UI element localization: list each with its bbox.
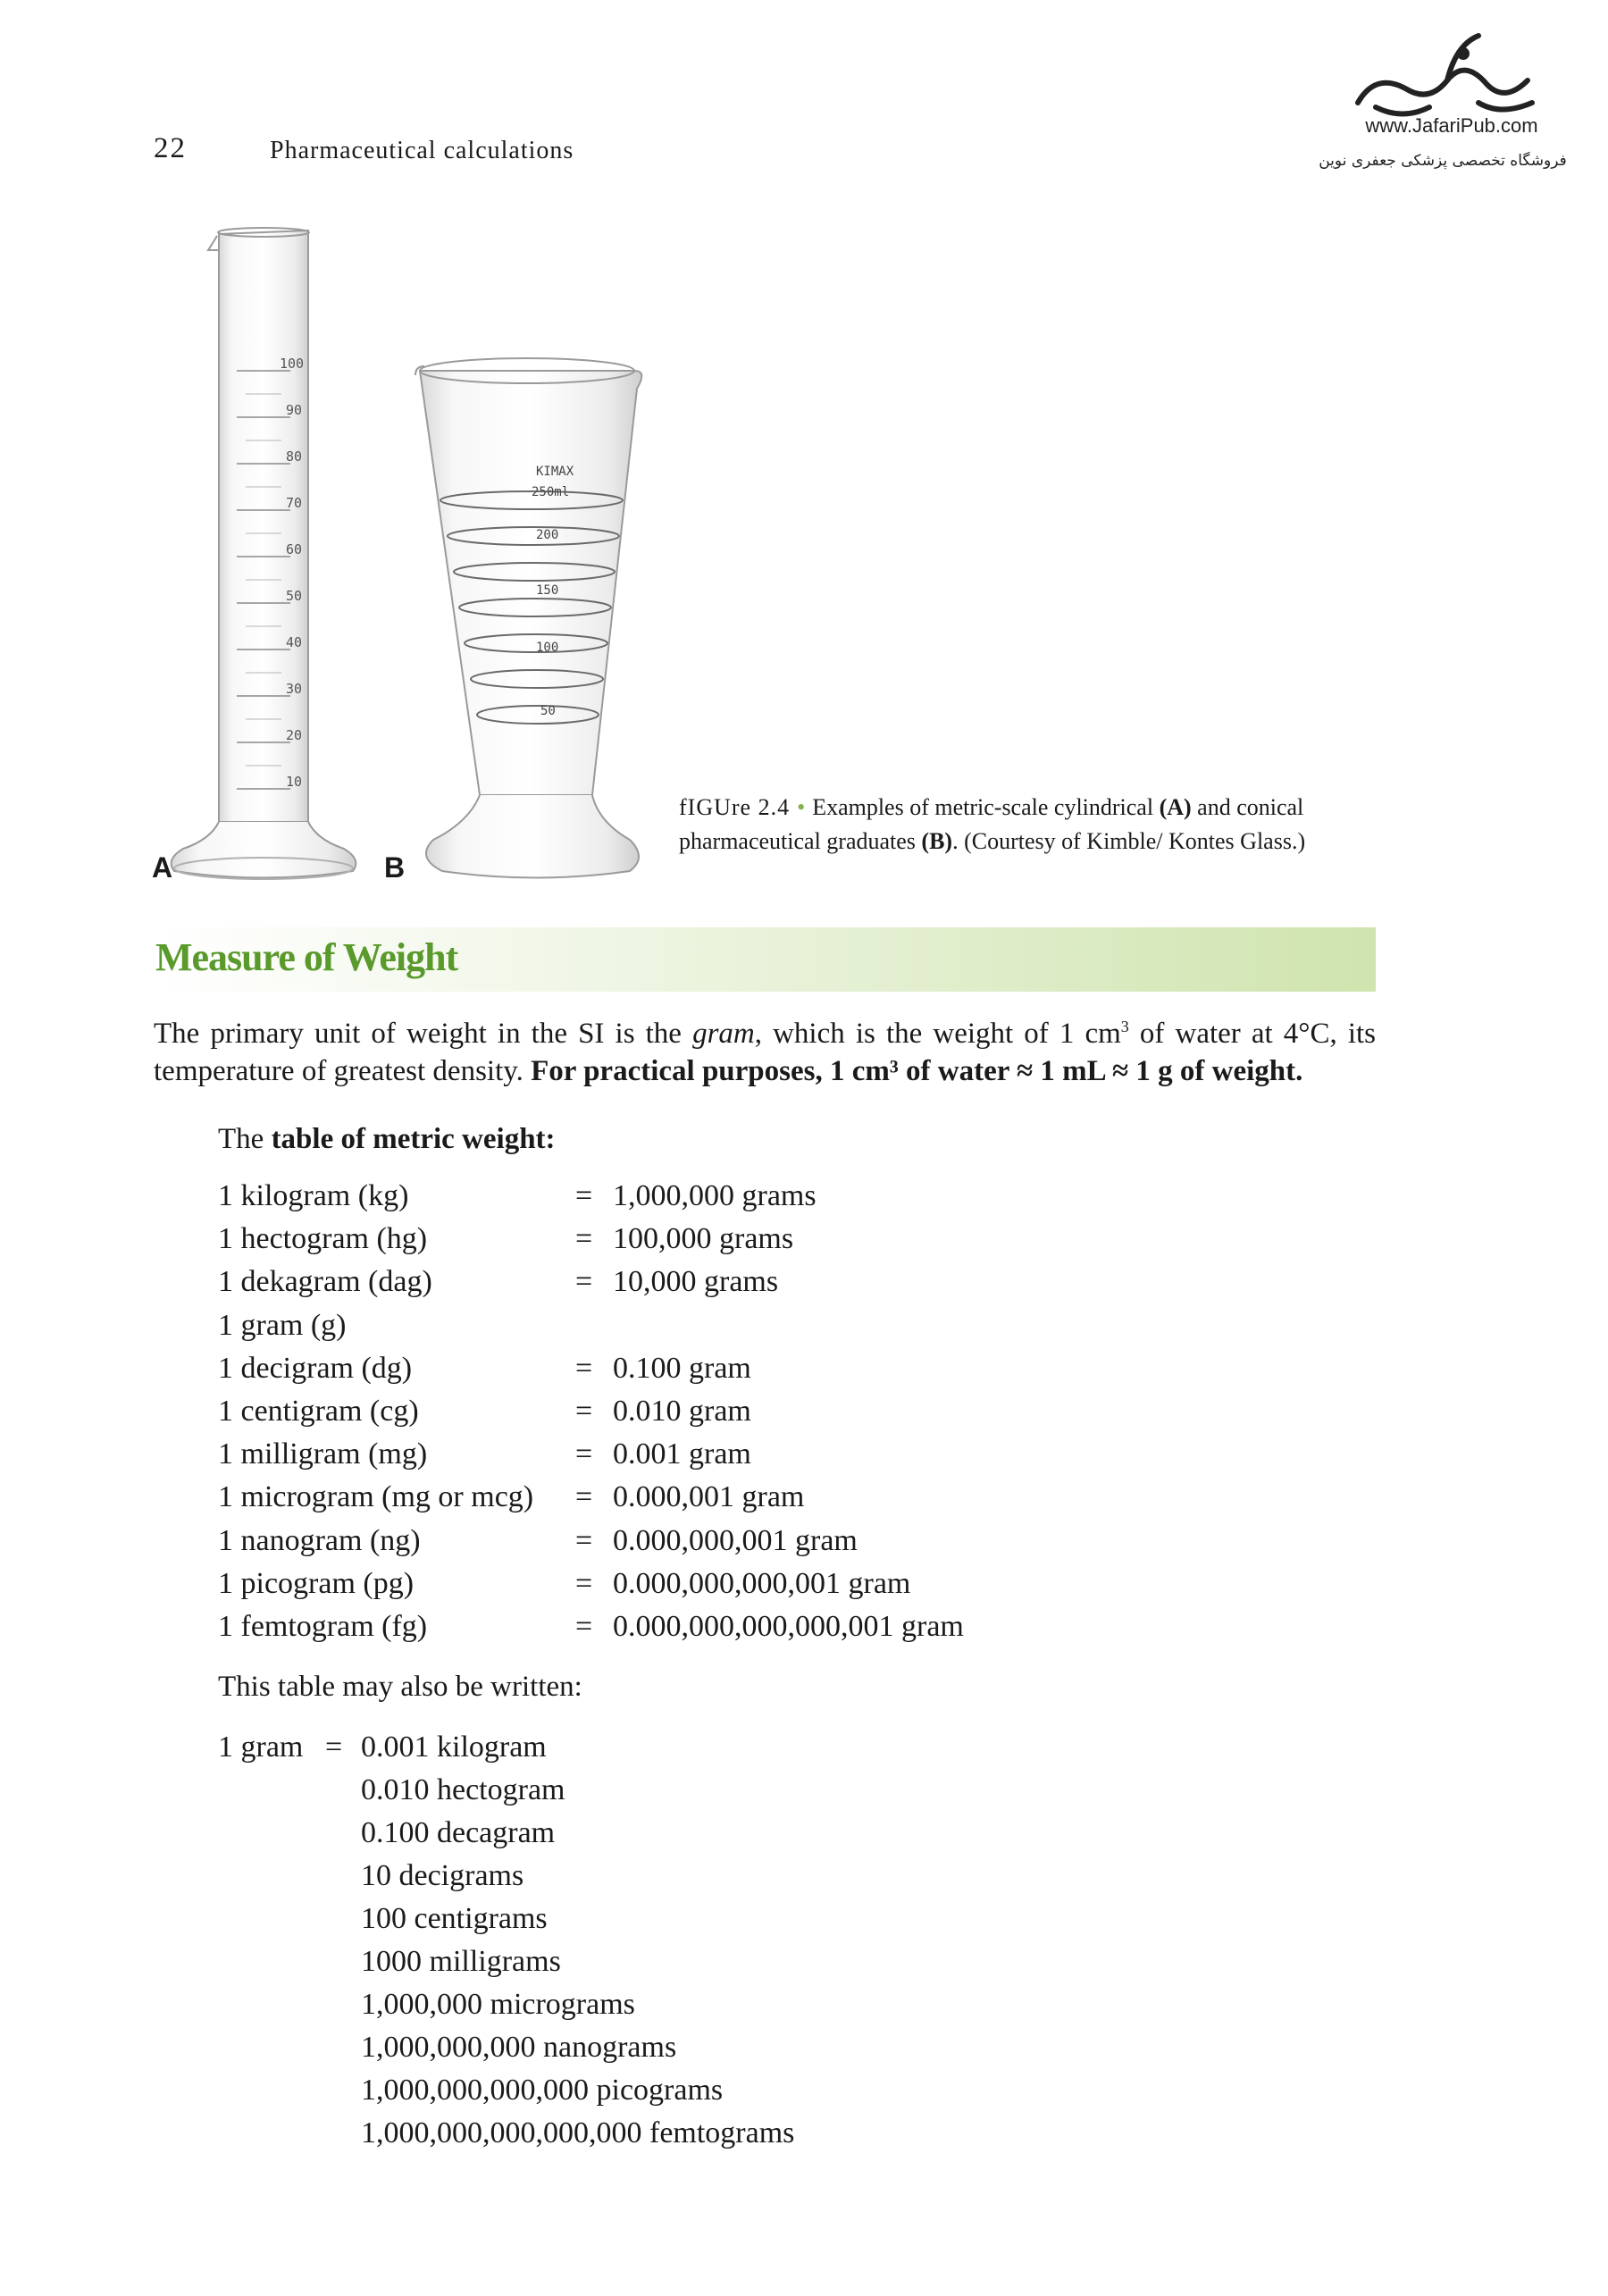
publisher-tagline: فروشگاه تخصصی پزشکی جعفری نوین [1319,152,1567,170]
conical-graduate-icon [415,358,641,878]
intro-gram: gram [692,1018,755,1050]
cone-mark: 150 [536,583,559,598]
caption-panel-a: (A) [1159,794,1192,820]
cone-mark: 250ml [532,485,570,499]
unit-cell: 1 decigram (dg) [218,1351,413,1385]
graduates-figure [147,223,657,889]
intro-superscript: 3 [1120,1018,1129,1035]
cone-brand: KIMAX [536,465,574,479]
unit-cell: 1 dekagram (dag) [218,1265,432,1299]
list-item: 0.001 kilogram [361,1730,547,1764]
cylinder-mark: 40 [286,634,303,650]
value-cell: 0.001 gram [613,1437,751,1471]
unit-cell: 1 nanogram (ng) [218,1523,421,1557]
list-item: 10 decigrams [361,1859,524,1892]
cylinder-mark: 80 [286,448,303,465]
equals-cell: = [575,1523,593,1557]
running-head: Pharmaceutical calculations [270,137,574,164]
list-item: 0.010 hectogram [361,1773,565,1806]
alt-lhs: 1 gram [218,1730,304,1764]
intro-paragraph [154,1008,1376,1090]
value-cell: 0.000,000,000,000,001 gram [613,1609,964,1643]
list-item: 1,000,000,000 nanograms [361,2031,677,2064]
section-heading: Measure of Weight [155,935,458,979]
cylinder-mark: 100 [280,356,305,372]
table-intro-prefix: The [218,1123,272,1155]
value-cell: 0.000,000,000,001 gram [613,1566,911,1600]
unit-cell: 1 centigram (cg) [218,1394,419,1428]
cylinder-mark: 70 [286,495,303,511]
table-intro-bold: table of metric weight: [271,1123,556,1155]
cylinder-mark: 10 [286,774,303,790]
caption-text: and conical pharmaceutical graduates [679,794,1304,854]
bullet-icon: • [797,794,806,820]
list-item: 1,000,000 micrograms [361,1988,635,2021]
panel-label-b: B [384,851,406,884]
intro-text: , which is the weight of 1 cm [754,1018,1121,1050]
value-cell: 1,000,000 grams [613,1179,817,1212]
value-cell: 0.100 gram [613,1351,751,1385]
cylinder-mark: 30 [286,681,303,697]
intro-text: The primary unit of weight in the SI is the [154,1018,693,1050]
unit-cell: 1 hectogram (hg) [218,1222,428,1256]
intro-text: of water at 4°C, its temperature of greatest density. [154,1018,1377,1087]
equals-cell: = [575,1265,593,1299]
cone-mark: 200 [536,528,559,542]
intro-bold: For practical purposes, 1 cm³ of water ≈ 1 mL ≈ 1 g of weight. [531,1055,1303,1087]
caption-label: fIGUre 2.4 [679,794,791,820]
list-item: 0.100 decagram [361,1816,556,1849]
cylinder-mark: 50 [286,588,303,604]
equals-cell: = [575,1222,593,1256]
list-item: 1,000,000,000,000,000 femtograms [361,2116,795,2149]
cylinder-mark: 60 [286,541,303,557]
caption-text: . (Courtesy of Kimble/ Kontes Glass.) [952,828,1306,854]
unit-cell: 1 gram (g) [218,1308,347,1342]
caption-panel-b: (B) [921,828,953,854]
cylinder-mark: 90 [286,402,303,418]
equals-cell: = [575,1566,593,1600]
equals-cell: = [575,1394,593,1428]
equals-cell: = [575,1179,593,1212]
alt-table-intro: This table may also be written: [218,1671,582,1703]
equals-cell: = [575,1351,593,1385]
unit-cell: 1 kilogram (kg) [218,1179,409,1212]
equals-cell: = [575,1609,593,1643]
list-item: 1000 milligrams [361,1945,561,1978]
value-cell: 0.000,001 gram [613,1480,805,1514]
caption-text: Examples of metric-scale cylindrical [812,794,1160,820]
list-item: 1,000,000,000,000 picograms [361,2074,724,2107]
unit-cell: 1 milligram (mg) [218,1437,428,1471]
cone-mark: 100 [536,641,559,655]
value-cell: 100,000 grams [613,1222,794,1256]
list-item: 100 centigrams [361,1902,548,1935]
cone-mark: 50 [540,704,556,718]
panel-label-a: A [152,851,173,884]
cylindrical-graduate-icon [172,228,356,879]
table-intro [218,1123,556,1156]
value-cell: 0.010 gram [613,1394,751,1428]
unit-cell: 1 picogram (pg) [218,1566,415,1600]
equals-cell: = [575,1480,593,1514]
unit-cell: 1 femtogram (fg) [218,1609,428,1643]
cylinder-mark: 20 [286,727,303,743]
equals-cell: = [575,1437,593,1471]
alt-equals: = [325,1730,343,1764]
value-cell: 0.000,000,001 gram [613,1523,858,1557]
value-cell: 10,000 grams [613,1265,779,1299]
figure-caption [679,791,1385,859]
unit-cell: 1 microgram (mg or mcg) [218,1480,534,1514]
page-number: 22 [154,132,187,164]
publisher-url: www.JafariPub.com [1365,114,1538,137]
